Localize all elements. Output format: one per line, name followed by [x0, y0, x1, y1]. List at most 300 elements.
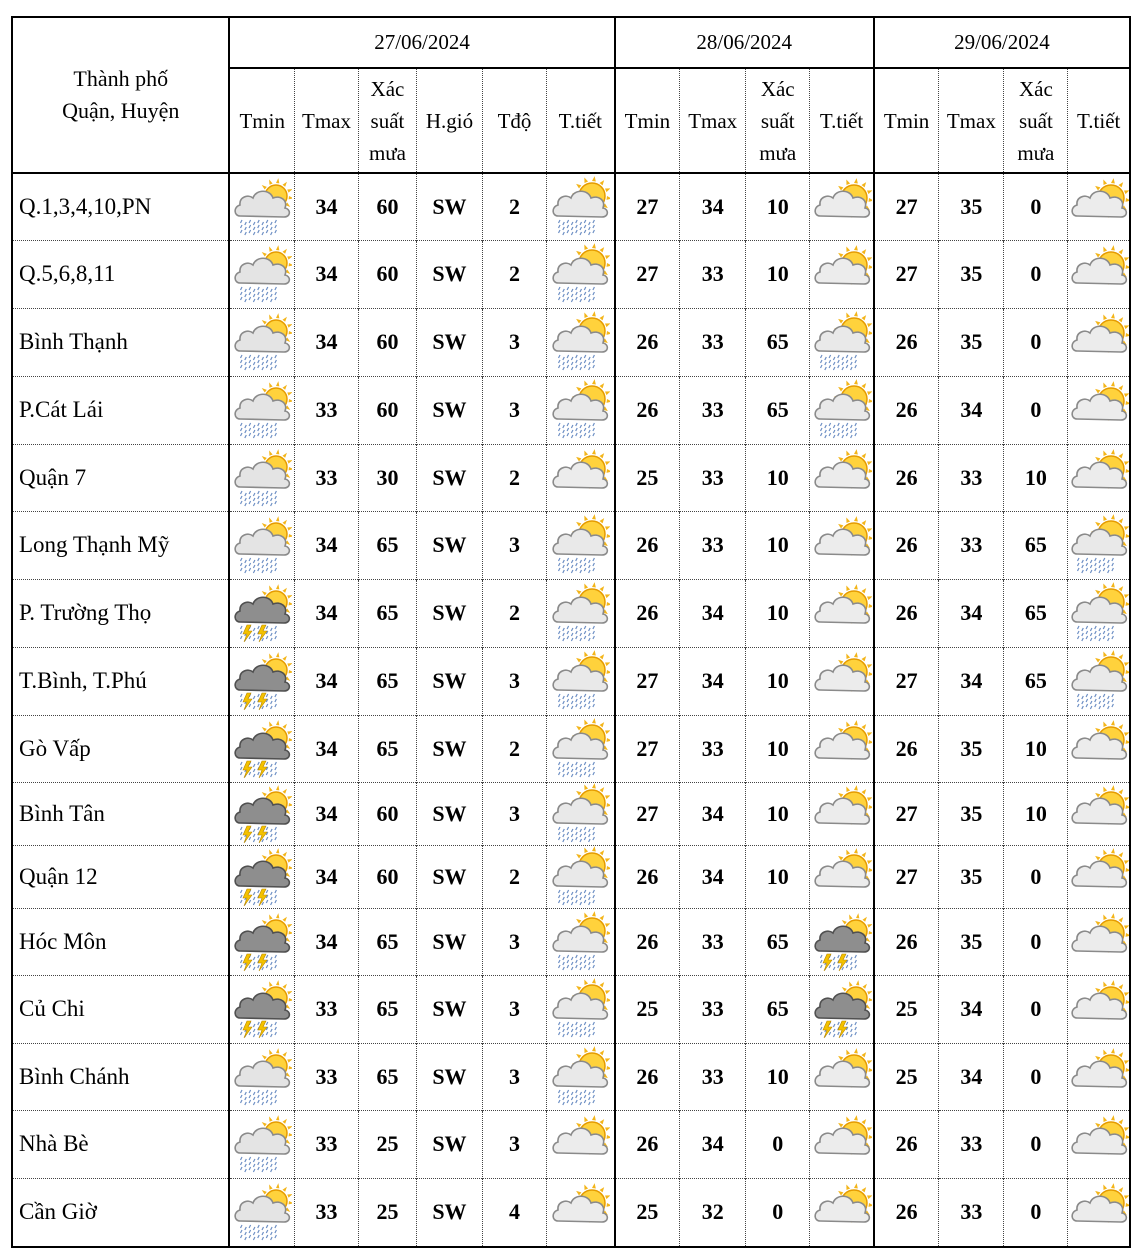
- cloud-rain-icon: [230, 447, 294, 509]
- rain-probability-cell: 0: [1004, 173, 1068, 240]
- rain-probability-cell: 0: [746, 1110, 810, 1178]
- weather-icon-cell: [1068, 975, 1130, 1043]
- tmin-weather-icon: [229, 511, 294, 579]
- rain-probability-cell: 65: [359, 647, 417, 715]
- weather-icon-cell: [810, 579, 874, 647]
- weather-icon-cell: [1068, 173, 1130, 240]
- rain-probability-cell: 10: [746, 511, 810, 579]
- city-name-cell: P. Trường Thọ: [12, 579, 229, 647]
- rain-probability-cell: 60: [359, 782, 417, 845]
- cloud-sun-icon: [1068, 447, 1129, 509]
- tmin-weather-icon: [229, 173, 294, 240]
- weather-icon-cell: [810, 240, 874, 308]
- tmin-weather-icon: [229, 845, 294, 908]
- tmax-cell: 34: [294, 579, 358, 647]
- cloud-sun-icon: [1068, 978, 1129, 1040]
- level-cell: 2: [482, 579, 546, 647]
- rain-probability-cell: 65: [746, 975, 810, 1043]
- tmax-cell: 34: [294, 782, 358, 845]
- rain-probability-cell: 10: [746, 845, 810, 908]
- tmax-cell: 34: [294, 511, 358, 579]
- cloud-sun-icon: [547, 447, 614, 509]
- tmax-cell: 34: [680, 1110, 746, 1178]
- cloud-sun-icon: [810, 1181, 873, 1243]
- rain-header-l3: mưa: [1017, 140, 1055, 165]
- rain-probability-cell: 0: [1004, 975, 1068, 1043]
- wind-direction-cell: SW: [416, 845, 482, 908]
- rain-header-l2: suất: [370, 108, 405, 133]
- sun-cloud-rain-icon: [547, 514, 614, 576]
- rain-probability-cell: 60: [359, 173, 417, 240]
- cloud-sun-icon: [810, 718, 873, 780]
- weather-icon-cell: [810, 845, 874, 908]
- tmax-cell: 33: [939, 1110, 1004, 1178]
- date-header-day3: 29/06/2024: [874, 17, 1130, 68]
- level-cell: 3: [482, 647, 546, 715]
- sun-cloud-rain-icon: [810, 311, 873, 373]
- weather-icon-cell: [1068, 1178, 1130, 1247]
- tmin-weather-icon: [229, 376, 294, 444]
- tmax-cell: 33: [939, 444, 1004, 511]
- sun-cloud-rain-icon: [547, 243, 614, 305]
- rain-probability-cell: 65: [746, 308, 810, 376]
- level-cell: 3: [482, 308, 546, 376]
- tmax-cell: 33: [680, 975, 746, 1043]
- city-name-cell: Quận 7: [12, 444, 229, 511]
- weather-icon-cell: [546, 647, 614, 715]
- col-header-wind: H.gió: [416, 68, 482, 173]
- tmin-cell: 25: [615, 444, 680, 511]
- rain-probability-cell: 25: [359, 1178, 417, 1247]
- cloud-sun-icon: [810, 846, 873, 908]
- date-header-day1: 27/06/2024: [229, 17, 614, 68]
- rain-probability-cell: 0: [746, 1178, 810, 1247]
- tmax-cell: 34: [939, 1043, 1004, 1110]
- city-name-cell: Bình Chánh: [12, 1043, 229, 1110]
- table-row: [12, 1178, 1130, 1247]
- weather-icon-cell: [810, 715, 874, 782]
- table-row: [12, 511, 1130, 579]
- weather-icon-cell: [1068, 845, 1130, 908]
- weather-icon-cell: [1068, 647, 1130, 715]
- wind-direction-cell: SW: [416, 782, 482, 845]
- cloud-sun-icon: [1068, 718, 1129, 780]
- table-row: [12, 376, 1130, 444]
- rain-probability-cell: 10: [746, 715, 810, 782]
- wind-direction-cell: SW: [416, 715, 482, 782]
- cloud-sun-icon: [810, 1046, 873, 1108]
- rain-probability-cell: 65: [359, 579, 417, 647]
- col-header-tmax: Tmax: [294, 68, 358, 173]
- tmin-cell: 26: [615, 1110, 680, 1178]
- col-header-rain-prob: [359, 68, 417, 173]
- sun-cloud-rain-icon: [810, 379, 873, 441]
- weather-icon-cell: [546, 845, 614, 908]
- tmax-cell: 34: [939, 975, 1004, 1043]
- tmax-cell: 33: [680, 1043, 746, 1110]
- weather-icon-cell: [546, 173, 614, 240]
- rain-header-l1: Xác: [760, 76, 795, 101]
- tmax-cell: 34: [294, 715, 358, 782]
- city-name-cell: Bình Thạnh: [12, 308, 229, 376]
- cloud-rain-icon: [230, 1113, 294, 1175]
- city-name-cell: Hóc Môn: [12, 908, 229, 975]
- tmax-cell: 33: [294, 975, 358, 1043]
- cloud-sun-icon: [1068, 1181, 1129, 1243]
- tmax-cell: 34: [680, 647, 746, 715]
- table-row: [12, 975, 1130, 1043]
- table-row: [12, 444, 1130, 511]
- tmin-weather-icon: [229, 975, 294, 1043]
- tmin-cell: 26: [615, 511, 680, 579]
- sun-cloud-rain-icon: [547, 978, 614, 1040]
- cloud-sun-icon: [547, 1181, 614, 1243]
- sun-cloud-rain-icon: [547, 783, 614, 845]
- cloud-sun-icon: [810, 1113, 873, 1175]
- tmax-cell: 35: [939, 173, 1004, 240]
- wind-direction-cell: SW: [416, 308, 482, 376]
- cloud-sun-icon: [1068, 1046, 1129, 1108]
- table-row: [12, 579, 1130, 647]
- rain-probability-cell: 65: [1004, 511, 1068, 579]
- level-cell: 4: [482, 1178, 546, 1247]
- thunderstorm-icon: [230, 978, 294, 1040]
- tmin-cell: 25: [874, 975, 939, 1043]
- rain-probability-cell: 10: [746, 579, 810, 647]
- cloud-rain-icon: [230, 176, 294, 238]
- forecast-rows: [12, 173, 1130, 1247]
- col-header-tmax: Tmax: [680, 68, 746, 173]
- city-name-cell: P.Cát Lái: [12, 376, 229, 444]
- tmin-weather-icon: [229, 1043, 294, 1110]
- tmax-cell: 33: [680, 240, 746, 308]
- wind-direction-cell: SW: [416, 173, 482, 240]
- tmax-cell: 33: [294, 1043, 358, 1110]
- rain-probability-cell: 0: [1004, 1043, 1068, 1110]
- city-name-cell: Cần Giờ: [12, 1178, 229, 1247]
- tmin-weather-icon: [229, 308, 294, 376]
- tmin-cell: 26: [874, 715, 939, 782]
- tmax-cell: 33: [939, 511, 1004, 579]
- table-row: [12, 308, 1130, 376]
- cloud-sun-icon: [1068, 379, 1129, 441]
- level-cell: 3: [482, 908, 546, 975]
- tmax-cell: 34: [680, 579, 746, 647]
- level-cell: 2: [482, 240, 546, 308]
- thunderstorm-icon: [230, 582, 294, 644]
- tmin-cell: 26: [615, 845, 680, 908]
- tmax-cell: 33: [939, 1178, 1004, 1247]
- tmax-cell: 34: [294, 308, 358, 376]
- rain-probability-cell: 0: [1004, 240, 1068, 308]
- weather-icon-cell: [1068, 240, 1130, 308]
- rain-probability-cell: 65: [359, 1043, 417, 1110]
- weather-icon-cell: [546, 1110, 614, 1178]
- cloud-rain-icon: [230, 311, 294, 373]
- rain-probability-cell: 65: [1004, 647, 1068, 715]
- tmax-cell: 33: [294, 1178, 358, 1247]
- weather-icon-cell: [1068, 908, 1130, 975]
- sun-cloud-rain-icon: [547, 650, 614, 712]
- rain-probability-cell: 0: [1004, 845, 1068, 908]
- tmax-cell: 34: [294, 908, 358, 975]
- cloud-sun-icon: [547, 1113, 614, 1175]
- rain-probability-cell: 60: [359, 240, 417, 308]
- sun-cloud-rain-icon: [547, 176, 614, 238]
- rain-header-l1: Xác: [1018, 76, 1053, 101]
- rain-probability-cell: 60: [359, 308, 417, 376]
- tmin-cell: 26: [874, 579, 939, 647]
- rain-probability-cell: 10: [746, 444, 810, 511]
- wind-direction-cell: SW: [416, 1043, 482, 1110]
- col-header-tmin: Tmin: [874, 68, 939, 173]
- tmin-cell: 25: [615, 1178, 680, 1247]
- weather-icon-cell: [810, 173, 874, 240]
- tmin-cell: 27: [874, 782, 939, 845]
- tmin-cell: 26: [874, 1110, 939, 1178]
- cloud-sun-icon: [810, 514, 873, 576]
- weather-icon-cell: [810, 444, 874, 511]
- tmax-cell: 33: [680, 715, 746, 782]
- city-column-header: [12, 17, 229, 173]
- weather-icon-cell: [546, 308, 614, 376]
- weather-icon-cell: [1068, 1110, 1130, 1178]
- wind-direction-cell: SW: [416, 376, 482, 444]
- thunderstorm-icon: [810, 978, 873, 1040]
- tmax-cell: 35: [939, 308, 1004, 376]
- level-cell: 3: [482, 975, 546, 1043]
- weather-icon-cell: [810, 376, 874, 444]
- weather-icon-cell: [546, 240, 614, 308]
- wind-direction-cell: SW: [416, 1110, 482, 1178]
- tmax-cell: 35: [939, 240, 1004, 308]
- col-header-weather: T.tiết: [546, 68, 614, 173]
- table-row: [12, 240, 1130, 308]
- sun-cloud-rain-icon: [547, 846, 614, 908]
- cloud-sun-icon: [1068, 783, 1129, 845]
- tmin-cell: 26: [615, 579, 680, 647]
- tmax-cell: 33: [680, 308, 746, 376]
- tmin-cell: 26: [874, 1178, 939, 1247]
- weather-icon-cell: [1068, 782, 1130, 845]
- wind-direction-cell: SW: [416, 647, 482, 715]
- date-header-day2: 28/06/2024: [615, 17, 874, 68]
- tmin-cell: 26: [615, 1043, 680, 1110]
- rain-probability-cell: 0: [1004, 308, 1068, 376]
- city-name-cell: Q.5,6,8,11: [12, 240, 229, 308]
- tmin-cell: 27: [874, 240, 939, 308]
- cloud-sun-icon: [810, 447, 873, 509]
- cloud-sun-icon: [1068, 243, 1129, 305]
- city-name-cell: Củ Chi: [12, 975, 229, 1043]
- cloud-sun-icon: [1068, 846, 1129, 908]
- level-cell: 3: [482, 376, 546, 444]
- wind-direction-cell: SW: [416, 1178, 482, 1247]
- cloud-rain-icon: [230, 243, 294, 305]
- cloud-rain-icon: [230, 1181, 294, 1243]
- level-cell: 2: [482, 444, 546, 511]
- tmax-cell: 35: [939, 908, 1004, 975]
- weather-icon-cell: [810, 1110, 874, 1178]
- sun-cloud-rain-icon: [547, 582, 614, 644]
- rain-probability-cell: 10: [1004, 782, 1068, 845]
- table-row: [12, 1110, 1130, 1178]
- rain-header-l2: suất: [760, 108, 795, 133]
- city-header-line1: Thành phố: [73, 66, 169, 91]
- weather-icon-cell: [546, 376, 614, 444]
- wind-direction-cell: SW: [416, 444, 482, 511]
- rain-probability-cell: 65: [359, 511, 417, 579]
- tmin-cell: 27: [874, 173, 939, 240]
- sun-cloud-rain-icon: [547, 718, 614, 780]
- table-row: [12, 1043, 1130, 1110]
- rain-probability-cell: 10: [746, 173, 810, 240]
- rain-probability-cell: 30: [359, 444, 417, 511]
- city-name-cell: Nhà Bè: [12, 1110, 229, 1178]
- weather-icon-cell: [810, 908, 874, 975]
- tmin-cell: 27: [615, 240, 680, 308]
- weather-icon-cell: [810, 511, 874, 579]
- city-name-cell: Quận 12: [12, 845, 229, 908]
- level-cell: 3: [482, 782, 546, 845]
- tmin-cell: 26: [874, 376, 939, 444]
- thunderstorm-icon: [810, 911, 873, 973]
- rain-header-l2: suất: [1018, 108, 1053, 133]
- weather-icon-cell: [546, 908, 614, 975]
- level-cell: 3: [482, 511, 546, 579]
- rain-header-l1: Xác: [370, 76, 405, 101]
- rain-probability-cell: 65: [359, 908, 417, 975]
- tmin-cell: 27: [615, 647, 680, 715]
- col-header-weather: T.tiết: [1068, 68, 1130, 173]
- sun-cloud-rain-icon: [547, 311, 614, 373]
- tmax-cell: 33: [680, 511, 746, 579]
- forecast-table-container: [11, 16, 1131, 1230]
- col-header-level: Tđộ: [482, 68, 546, 173]
- city-name-cell: Long Thạnh Mỹ: [12, 511, 229, 579]
- col-header-tmin: Tmin: [615, 68, 680, 173]
- rain-probability-cell: 10: [746, 782, 810, 845]
- tmax-cell: 33: [294, 376, 358, 444]
- forecast-table: [11, 16, 1131, 1248]
- sun-cloud-rain-icon: [1068, 650, 1129, 712]
- weather-icon-cell: [546, 511, 614, 579]
- tmin-weather-icon: [229, 908, 294, 975]
- tmax-cell: 33: [680, 908, 746, 975]
- weather-icon-cell: [810, 1178, 874, 1247]
- tmax-cell: 34: [939, 376, 1004, 444]
- tmin-cell: 25: [615, 975, 680, 1043]
- sun-cloud-rain-icon: [547, 379, 614, 441]
- col-header-tmin: Tmin: [229, 68, 294, 173]
- rain-header-l3: mưa: [368, 140, 406, 165]
- cloud-sun-icon: [810, 783, 873, 845]
- col-header-rain-prob: [746, 68, 810, 173]
- tmax-cell: 34: [680, 173, 746, 240]
- weather-icon-cell: [1068, 444, 1130, 511]
- city-name-cell: Q.1,3,4,10,PN: [12, 173, 229, 240]
- thunderstorm-icon: [230, 718, 294, 780]
- weather-icon-cell: [546, 782, 614, 845]
- rain-probability-cell: 10: [1004, 715, 1068, 782]
- tmin-weather-icon: [229, 647, 294, 715]
- tmin-weather-icon: [229, 1110, 294, 1178]
- rain-probability-cell: 60: [359, 845, 417, 908]
- wind-direction-cell: SW: [416, 908, 482, 975]
- sun-cloud-rain-icon: [547, 1046, 614, 1108]
- cloud-rain-icon: [230, 1046, 294, 1108]
- wind-direction-cell: SW: [416, 975, 482, 1043]
- tmin-cell: 26: [874, 444, 939, 511]
- weather-icon-cell: [810, 308, 874, 376]
- weather-icon-cell: [1068, 376, 1130, 444]
- weather-icon-cell: [546, 715, 614, 782]
- weather-icon-cell: [1068, 511, 1130, 579]
- tmax-cell: 34: [294, 173, 358, 240]
- thunderstorm-icon: [230, 650, 294, 712]
- tmin-cell: 26: [615, 908, 680, 975]
- level-cell: 3: [482, 1110, 546, 1178]
- cloud-sun-icon: [1068, 176, 1129, 238]
- weather-icon-cell: [546, 1043, 614, 1110]
- weather-icon-cell: [546, 975, 614, 1043]
- wind-direction-cell: SW: [416, 579, 482, 647]
- rain-header-l3: mưa: [759, 140, 797, 165]
- tmin-cell: 26: [615, 376, 680, 444]
- cloud-sun-icon: [810, 582, 873, 644]
- cloud-sun-icon: [1068, 311, 1129, 373]
- sun-cloud-rain-icon: [547, 911, 614, 973]
- col-header-tmax: Tmax: [939, 68, 1004, 173]
- tmax-cell: 33: [680, 376, 746, 444]
- weather-icon-cell: [546, 444, 614, 511]
- rain-probability-cell: 65: [746, 376, 810, 444]
- tmin-weather-icon: [229, 782, 294, 845]
- tmax-cell: 34: [680, 845, 746, 908]
- tmax-cell: 35: [939, 782, 1004, 845]
- tmax-cell: 34: [294, 647, 358, 715]
- tmin-weather-icon: [229, 240, 294, 308]
- rain-probability-cell: 60: [359, 376, 417, 444]
- cloud-rain-icon: [230, 379, 294, 441]
- city-header-line2: Quận, Huyện: [62, 98, 180, 123]
- rain-probability-cell: 0: [1004, 908, 1068, 975]
- rain-probability-cell: 10: [746, 647, 810, 715]
- rain-probability-cell: 0: [1004, 1178, 1068, 1247]
- tmin-cell: 25: [874, 1043, 939, 1110]
- rain-probability-cell: 10: [1004, 444, 1068, 511]
- thunderstorm-icon: [230, 846, 294, 908]
- tmin-cell: 27: [615, 173, 680, 240]
- tmin-cell: 26: [874, 908, 939, 975]
- level-cell: 2: [482, 715, 546, 782]
- tmax-cell: 34: [294, 845, 358, 908]
- tmin-weather-icon: [229, 715, 294, 782]
- col-header-rain-prob: [1004, 68, 1068, 173]
- weather-icon-cell: [810, 647, 874, 715]
- rain-probability-cell: 10: [746, 240, 810, 308]
- tmin-cell: 26: [874, 308, 939, 376]
- tmin-cell: 27: [615, 715, 680, 782]
- weather-icon-cell: [546, 579, 614, 647]
- tmin-cell: 26: [874, 511, 939, 579]
- thunderstorm-icon: [230, 911, 294, 973]
- col-header-weather: T.tiết: [810, 68, 874, 173]
- weather-icon-cell: [1068, 579, 1130, 647]
- city-name-cell: Bình Tân: [12, 782, 229, 845]
- cloud-sun-icon: [1068, 1113, 1129, 1175]
- tmin-cell: 27: [615, 782, 680, 845]
